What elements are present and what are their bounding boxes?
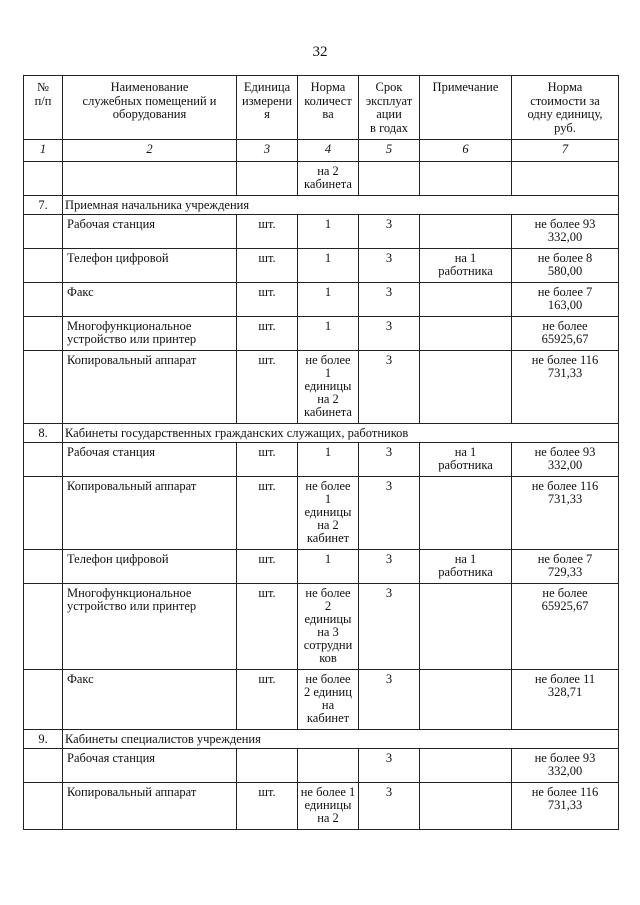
item-note (420, 317, 512, 351)
item-note (420, 215, 512, 249)
item-price: не более 65925,67 (512, 317, 619, 351)
row-number-cell (24, 783, 63, 830)
item-price: не более 7 729,33 (512, 550, 619, 584)
item-quantity: на 2 кабинета (298, 162, 359, 196)
table-row (24, 317, 619, 351)
item-price: не более 93 332,00 (512, 749, 619, 783)
column-number-row (24, 140, 619, 162)
item-name: Копировальный аппарат (63, 477, 237, 550)
section-number: 8. (24, 424, 63, 443)
item-term: 3 (359, 283, 420, 317)
item-quantity: не более 1 единицы на 2 кабинета (298, 351, 359, 424)
row-number-cell (24, 351, 63, 424)
table-row (24, 783, 619, 830)
item-price: не более 93 332,00 (512, 215, 619, 249)
column-number: 7 (512, 140, 619, 162)
item-quantity: 1 (298, 443, 359, 477)
item-name: Рабочая станция (63, 443, 237, 477)
row-number-cell (24, 215, 63, 249)
item-term: 3 (359, 670, 420, 730)
item-name: Рабочая станция (63, 749, 237, 783)
table-row (24, 283, 619, 317)
item-term: 3 (359, 584, 420, 670)
item-price: не более 116 731,33 (512, 351, 619, 424)
item-quantity: 1 (298, 249, 359, 283)
item-unit: шт. (237, 670, 298, 730)
item-unit: шт. (237, 783, 298, 830)
header-number: № п/п (24, 76, 63, 140)
item-unit (237, 749, 298, 783)
item-note (420, 670, 512, 730)
item-note (420, 477, 512, 550)
table-header (24, 76, 619, 140)
item-name: Рабочая станция (63, 215, 237, 249)
item-price: не более 65925,67 (512, 584, 619, 670)
item-price: не более 7 163,00 (512, 283, 619, 317)
item-unit: шт. (237, 249, 298, 283)
header-unit: Единица измерени я (237, 76, 298, 140)
item-unit (237, 162, 298, 196)
item-quantity: не более 1 единицы на 2 (298, 783, 359, 830)
row-number-cell (24, 317, 63, 351)
item-term: 3 (359, 443, 420, 477)
table-row (24, 162, 619, 196)
header-name: Наименование служебных помещений и оборудования (63, 76, 237, 140)
column-number: 5 (359, 140, 420, 162)
item-term: 3 (359, 249, 420, 283)
item-unit: шт. (237, 351, 298, 424)
item-unit: шт. (237, 317, 298, 351)
item-quantity: 1 (298, 317, 359, 351)
column-number: 3 (237, 140, 298, 162)
header-row (24, 76, 619, 140)
page-number: 32 (312, 44, 328, 60)
item-note (420, 783, 512, 830)
item-name: Телефон цифровой (63, 550, 237, 584)
item-price (512, 162, 619, 196)
table-row (24, 584, 619, 670)
row-number-cell (24, 749, 63, 783)
table-row (24, 351, 619, 424)
item-unit: шт. (237, 443, 298, 477)
item-name: Факс (63, 670, 237, 730)
section-title: Кабинеты государственных гражданских служащих, работников (63, 424, 619, 443)
item-note (420, 584, 512, 670)
row-number-cell (24, 584, 63, 670)
item-quantity: не более 2 единицы на 3 сотрудни ков (298, 584, 359, 670)
row-number-cell (24, 550, 63, 584)
column-number: 2 (63, 140, 237, 162)
column-number: 1 (24, 140, 63, 162)
table-row (24, 670, 619, 730)
item-term: 3 (359, 749, 420, 783)
section-row (24, 424, 619, 443)
item-note (420, 749, 512, 783)
column-number: 6 (420, 140, 512, 162)
item-price: не более 116 731,33 (512, 477, 619, 550)
row-number-cell (24, 443, 63, 477)
item-price: не более 93 332,00 (512, 443, 619, 477)
item-price: не более 116 731,33 (512, 783, 619, 830)
table-row (24, 550, 619, 584)
item-name: Копировальный аппарат (63, 783, 237, 830)
item-quantity: 1 (298, 215, 359, 249)
item-unit: шт. (237, 584, 298, 670)
item-term: 3 (359, 215, 420, 249)
row-number-cell (24, 477, 63, 550)
item-term: 3 (359, 783, 420, 830)
header-term: Срок эксплуат ации в годах (359, 76, 420, 140)
column-number: 4 (298, 140, 359, 162)
item-quantity (298, 749, 359, 783)
section-number: 9. (24, 730, 63, 749)
item-quantity: не более 2 единиц на кабинет (298, 670, 359, 730)
section-row (24, 196, 619, 215)
item-note (420, 351, 512, 424)
table-row (24, 249, 619, 283)
item-price: не более 11 328,71 (512, 670, 619, 730)
header-note: Примечание (420, 76, 512, 140)
table-row (24, 477, 619, 550)
row-number-cell (24, 283, 63, 317)
item-name (63, 162, 237, 196)
row-number-cell (24, 670, 63, 730)
item-note (420, 283, 512, 317)
table-row (24, 215, 619, 249)
table-row (24, 749, 619, 783)
item-name: Телефон цифровой (63, 249, 237, 283)
item-quantity: 1 (298, 550, 359, 584)
item-term (359, 162, 420, 196)
section-number: 7. (24, 196, 63, 215)
item-term: 3 (359, 477, 420, 550)
item-note: на 1 работника (420, 249, 512, 283)
table-body (24, 140, 619, 830)
item-price: не более 8 580,00 (512, 249, 619, 283)
row-number-cell (24, 162, 63, 196)
equipment-norms-table (23, 75, 619, 830)
header-quantity: Норма количест ва (298, 76, 359, 140)
item-note: на 1 работника (420, 550, 512, 584)
item-note: на 1 работника (420, 443, 512, 477)
item-name: Копировальный аппарат (63, 351, 237, 424)
item-name: Многофункциональное устройство или принтер (63, 584, 237, 670)
item-note (420, 162, 512, 196)
item-term: 3 (359, 550, 420, 584)
table-row (24, 443, 619, 477)
item-term: 3 (359, 317, 420, 351)
section-title: Приемная начальника учреждения (63, 196, 619, 215)
item-quantity: не более 1 единицы на 2 кабинет (298, 477, 359, 550)
item-name: Многофункциональное устройство или принтер (63, 317, 237, 351)
item-unit: шт. (237, 283, 298, 317)
section-title: Кабинеты специалистов учреждения (63, 730, 619, 749)
row-number-cell (24, 249, 63, 283)
item-unit: шт. (237, 215, 298, 249)
item-unit: шт. (237, 477, 298, 550)
item-quantity: 1 (298, 283, 359, 317)
header-price: Норма стоимости за одну единицу, руб. (512, 76, 619, 140)
item-name: Факс (63, 283, 237, 317)
section-row (24, 730, 619, 749)
item-term: 3 (359, 351, 420, 424)
item-unit: шт. (237, 550, 298, 584)
